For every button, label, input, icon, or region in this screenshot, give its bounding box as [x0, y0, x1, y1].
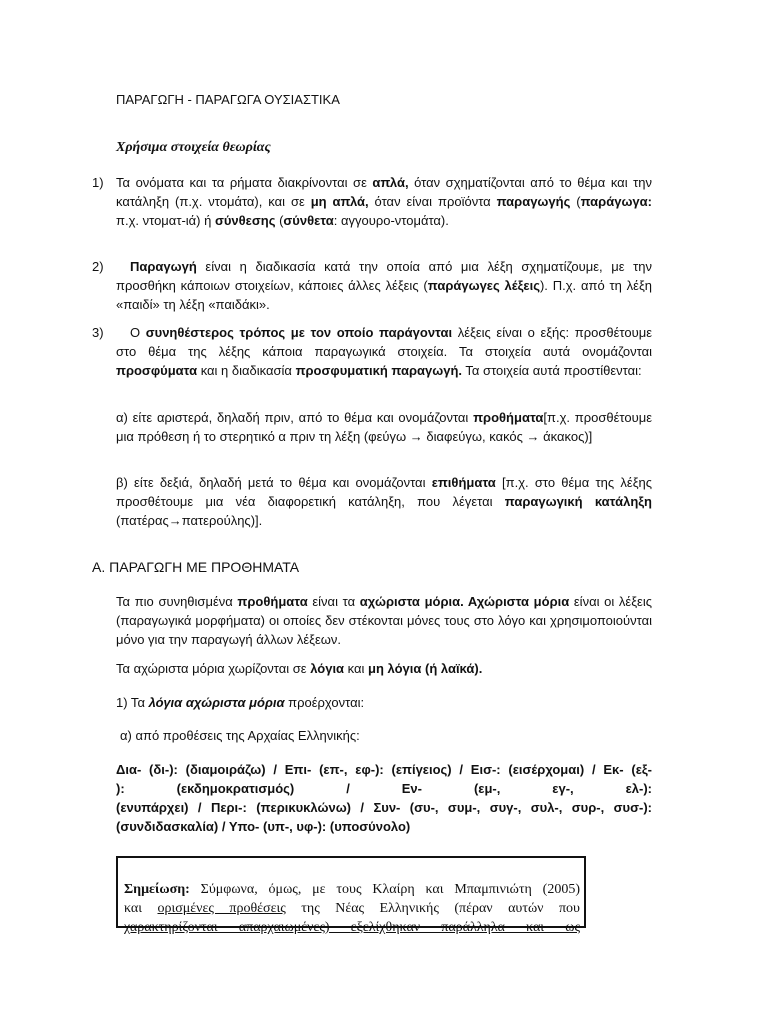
section-a-paragraph-2	[116, 659, 482, 678]
term-prefixes: προθήματα	[473, 410, 544, 425]
term-affixes: προσφύματα	[116, 363, 198, 378]
text: (	[570, 194, 581, 209]
text: είναι οι λέξεις (παραγωγικά μορφήματα) οι οποίες δεν στέκονται μόνες τους στο λόγο και χρησιμοποιούνται μόνο για την παραγωγή άλλων λέξεων.	[116, 594, 652, 647]
prefix-line: ): (εκδημοκρατισμός) / Εν- (εμ-, εγ-, ελ-):	[116, 781, 652, 796]
text: λέξεις είναι ο εξής: προσθέτουμε στο θέμα της λέξης κάποια παραγωγικά στοιχεία. Τα στοιχεία αυτά ονομάζονται	[116, 325, 652, 359]
text: Τα αχώριστα μόρια χωρίζονται σε	[116, 661, 311, 676]
text: (	[275, 213, 284, 228]
text: ). Π.χ. από τη λέξη «παιδί» τη λέξη «παιδάκι».	[116, 278, 653, 312]
text: [π.χ. στο θέμα της λέξης προσθέτουμε μια νέα διαφορετική κατάληξη, που λέγεται	[116, 475, 653, 509]
term-prefixes: προθήματα	[237, 594, 308, 609]
text: και	[124, 901, 158, 916]
item-3-number: 3)	[92, 325, 104, 340]
text: β) είτε δεξιά, δηλαδή μετά το θέμα και ονομάζονται	[116, 475, 432, 490]
item-3a-paragraph	[116, 408, 652, 446]
term-learned: λόγια	[310, 661, 345, 676]
section-a-paragraph-4: α) από προθέσεις της Αρχαίας Ελληνικής:	[120, 728, 360, 743]
text: προέρχονται:	[284, 695, 365, 710]
text: είναι τα	[307, 594, 360, 609]
text: π.χ. ντοματ-ιά) ή	[116, 213, 215, 228]
prefix-list	[116, 760, 652, 836]
item-3-paragraph	[116, 323, 652, 380]
text: είναι η διαδικασία κατά την οποία από μια λέξη σχηματίζουμε, με την προσθήκη κάποιων στοιχείων, κάποιες άλλες λέξεις (	[116, 259, 652, 293]
term-suffixes: επιθήματα	[431, 475, 496, 490]
section-a-paragraph-1	[116, 592, 652, 649]
note-line-3	[124, 918, 580, 937]
term-derivational-ending: παραγωγική κατάληξη	[504, 494, 652, 509]
term-compound: σύνθετα	[283, 213, 334, 228]
text: και	[344, 661, 369, 676]
term-most-common-way: συνηθέστερος τρόπος με τον οποίο παράγονται	[145, 325, 453, 340]
term-simple: απλά,	[372, 175, 409, 190]
text: : αγγουρο-ντομάτα).	[333, 213, 449, 228]
prefix-line: Δια- (δι-): (διαμοιράζω) / Επι- (επ-, εφ-): (επίγειος) / Εισ-: (εισέρχομαι) / Εκ- (εξ-	[116, 762, 652, 777]
text: Τα πιο συνηθισμένα	[116, 594, 238, 609]
text: 1) Τα	[116, 695, 149, 710]
text: Τα ονόματα και τα ρήματα διακρίνονται σε	[116, 175, 373, 190]
underlined-text: ορισμένες προθέσεις	[157, 901, 286, 916]
underlined-text: χαρακτηρίζονται απαρχαιωμένες)	[124, 920, 351, 935]
term-non-learned: μη λόγια (ή λαϊκά).	[368, 661, 483, 676]
text: (πατέρας→πατερούλης)].	[116, 513, 263, 528]
text: και η διαδικασία	[197, 363, 296, 378]
note-line-1	[124, 880, 580, 899]
prefix-line: (ενυπάρχει) / Περι-: (περικυκλώνω) / Συν- (συ-, συμ-, συγ-, συλ-, συρ-, συσ-):	[116, 800, 652, 815]
term-paragogi: Παραγωγή	[130, 259, 197, 274]
note-line-2	[124, 899, 580, 918]
term-learned-particles: λόγια αχώριστα μόρια	[148, 695, 285, 710]
note-text	[124, 880, 580, 937]
item-2-paragraph	[116, 257, 652, 314]
note-label: Σημείωση:	[124, 882, 190, 897]
term-derivation: παραγωγής	[496, 194, 571, 209]
term-affixal-derivation: προσφυματική παραγωγή.	[295, 363, 463, 378]
text: όταν είναι προϊόντα	[368, 194, 497, 209]
section-a-paragraph-3	[116, 693, 364, 712]
item-3b-paragraph	[116, 473, 652, 530]
theory-heading: Χρήσιμα στοιχεία θεωρίας	[116, 140, 271, 155]
term-inseparable-particles: αχώριστα μόρια. Αχώριστα μόρια	[359, 594, 570, 609]
text: [π.χ. προσθέτουμε μια πρόθεση ή το στερητικό α πριν τη λέξη (φεύγω → διαφεύγω, κακός → άκακος)]	[116, 410, 652, 444]
text: της Νέας Ελληνικής (πέραν αυτών που	[285, 901, 580, 916]
text: Τα στοιχεία αυτά προστίθενται:	[462, 363, 642, 378]
item-2-number: 2)	[92, 259, 104, 274]
text: α) είτε αριστερά, δηλαδή πριν, από το θέμα και ονομάζονται	[116, 410, 474, 425]
text: όταν σχηματίζονται από το θέμα και την κατάληξη (π.χ. ντομάτα), και σε	[116, 175, 652, 209]
underlined-text: εξελίχθηκαν παράλληλα και ως	[350, 920, 580, 935]
page-title: ΠΑΡΑΓΩΓΗ - ΠΑΡΑΓΩΓΑ ΟΥΣΙΑΣΤΙΚΑ	[116, 92, 340, 107]
item-1-paragraph	[116, 173, 652, 230]
term-non-simple: μη απλά,	[310, 194, 369, 209]
section-a-heading: Α. ΠΑΡΑΓΩΓΗ ΜΕ ΠΡΟΘΗΜΑΤΑ	[92, 559, 300, 575]
item-1-number: 1)	[92, 175, 104, 190]
term-derivatives: παράγωγα:	[580, 194, 652, 209]
text: Ο	[130, 325, 146, 340]
prefix-line: (συνδιδασκαλία) / Υπο- (υπ-, υφ-): (υποσύνολο)	[116, 819, 411, 834]
term-composition: σύνθεσης	[214, 213, 276, 228]
text: Σύμφωνα, όμως, με τους Κλαίρη και Μπαμπινιώτη (2005)	[189, 882, 580, 897]
term-derived-words: παράγωγες λέξεις	[427, 278, 540, 293]
